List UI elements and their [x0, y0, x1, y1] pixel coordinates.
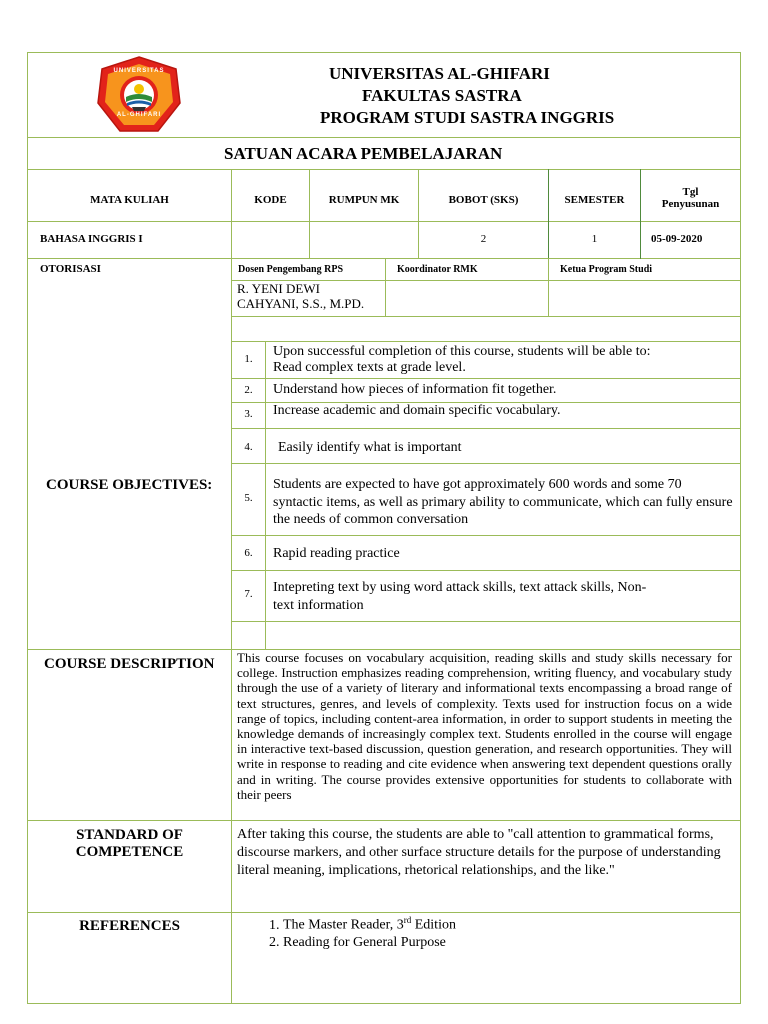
competence-label-line2: COMPETENCE	[75, 844, 184, 860]
koordinator-label: Koordinator RMK	[397, 264, 478, 275]
objective-number: 5.	[244, 492, 253, 504]
university-name: UNIVERSITAS AL-GHIFARI	[329, 64, 550, 83]
objective-text: Read complex texts at grade level.	[273, 360, 466, 375]
objectives-label: COURSE OBJECTIVES:	[46, 477, 213, 493]
col-bobot: BOBOT (SKS)	[448, 194, 519, 206]
objective-number: 7.	[244, 588, 253, 600]
logo-text-top: UNIVERSITAS	[113, 68, 165, 74]
objective-number: 3.	[244, 408, 253, 420]
objective-text: Rapid reading practice	[273, 546, 400, 561]
col-tgl-line1: Tgl	[682, 186, 699, 198]
description-label: COURSE DESCRIPTION	[44, 656, 215, 672]
document-title: SATUAN ACARA PEMBELAJARAN	[224, 144, 503, 163]
competence-label-line1: STANDARD OF	[76, 827, 183, 843]
col-semester: SEMESTER	[564, 194, 625, 206]
col-rumpun: RUMPUN MK	[328, 194, 400, 206]
course-date: 05-09-2020	[651, 233, 703, 245]
dosen-label: Dosen Pengembang RPS	[238, 264, 344, 275]
logo-text-bottom: AL-GHIFARI	[116, 112, 162, 118]
reference-item: 2. Reading for General Purpose	[283, 934, 727, 951]
dosen-name-line1: R. YENI DEWI	[237, 281, 320, 296]
objective-text: Easily identify what is important	[278, 440, 462, 455]
description-text: This course focuses on vocabulary acquisition, reading skills and study skills necessary for college. Instruction emphasizes reading comprehension, writing fluency, and vocabulary study through the use of a variety of literary and informational texts encompassing a broad range of text structures, genres, and levels of complexity. Texts used for instruction focus on a wide range of topics, including content-area information, in order to support students in meeting the knowledge demands of increasingly complex text. Students enrolled in the course will engage in interactive text-based discussion, question generation, and research opportunities. They will write in response to reading and cite evidence when answering text dependent questions orally and in writing. The course provides extensive opportunities for students to collaborate with their peers	[237, 650, 732, 802]
col-mata-kuliah: MATA KULIAH	[90, 194, 169, 206]
ketua-label: Ketua Program Studi	[560, 264, 653, 275]
objective-text: Increase academic and domain specific vocabulary.	[273, 403, 561, 418]
col-tgl-line2: Penyusunan	[661, 198, 720, 210]
course-name: BAHASA INGGRIS I	[40, 233, 143, 245]
course-semester: 1	[591, 233, 598, 245]
faculty-name: FAKULTAS SASTRA	[362, 86, 522, 105]
objective-number: 1.	[244, 353, 253, 365]
objective-text: Understand how pieces of information fit together.	[273, 382, 557, 397]
course-sks: 2	[480, 233, 487, 245]
dosen-name-line2: CAHYANI, S.S., M.PD.	[237, 296, 365, 311]
references-label: REFERENCES	[79, 918, 180, 934]
objective-text: Intepreting text by using word attack skills, text attack skills, Non-	[273, 580, 647, 595]
competence-text: After taking this course, the students are able to "call attention to grammatical forms, discourse markers, and other surface structure details for the purpose of understanding literal meaning, implications, rhetorical relationships, and the like."	[237, 827, 721, 878]
objective-number: 6.	[244, 547, 253, 559]
otorisasi-label: OTORISASI	[40, 263, 101, 275]
objective-number: 2.	[244, 384, 253, 396]
objective-number: 4.	[244, 441, 253, 453]
objective-text: Students are expected to have got approximately 600 words and some 70 syntactic items, as well as primary ability to communicate, which can fully ensure the needs of common conversation	[273, 477, 733, 527]
col-kode: KODE	[254, 194, 287, 206]
university-logo	[96, 55, 182, 135]
objective-text: Upon successful completion of this course, students will be able to:	[273, 344, 651, 359]
references-list	[237, 912, 727, 951]
reference-item: 1. The Master Reader, 3rd Edition	[283, 912, 727, 934]
objective-text: text information	[273, 598, 364, 613]
program-name: PROGRAM STUDI SASTRA INGGRIS	[320, 108, 615, 127]
